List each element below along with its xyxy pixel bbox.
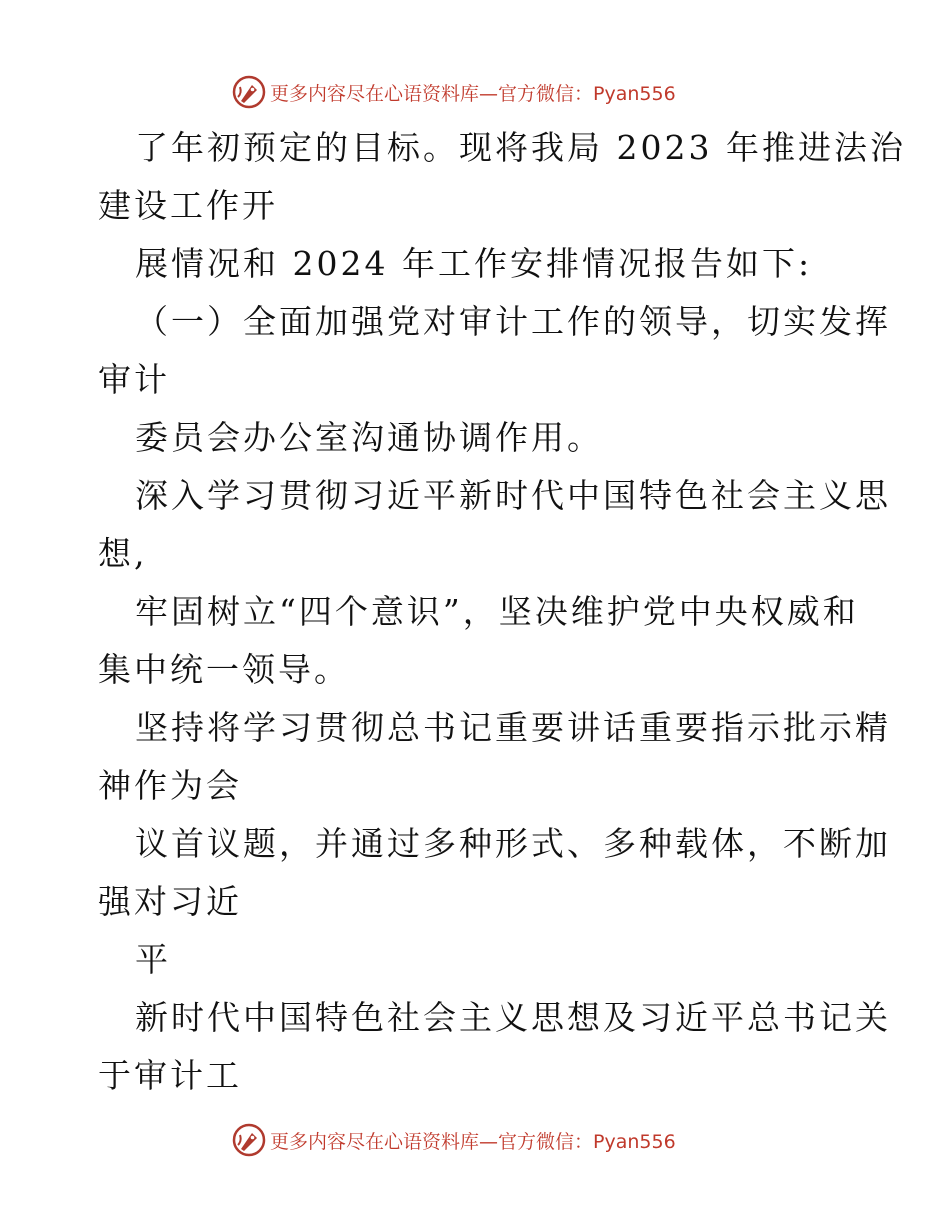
paragraph-line: 了年初预定的目标。现将我局 2023 年推进法治 [135,128,906,167]
paragraph-line: 建设工作开 [98,186,278,225]
paragraph-line: 审计 [98,360,170,399]
paragraph-line: 牢固树立“四个意识”，坚决维护党中央权威和 [135,592,859,631]
paragraph-line: 强对习近 [98,882,242,921]
paragraph-line: 想, [98,534,148,573]
pen-nib-logo-icon [232,75,266,109]
paragraph-line: 议首议题，并通过多种形式、多种载体，不断加 [135,824,891,863]
paragraph-line: 展情况和 2024 年工作安排情况报告如下: [135,244,813,283]
header-watermark [232,72,752,112]
paragraph-line: （一）全面加强党对审计工作的领导，切实发挥 [135,302,891,341]
pen-nib-logo-icon [232,1123,266,1157]
paragraph-line: 集中统一领导。 [98,650,350,689]
footer-watermark [232,1120,752,1160]
watermark-text: 更多内容尽在心语资料库—官方微信：Pyan556 [270,1130,676,1153]
paragraph-line: 委员会办公室沟通协调作用。 [135,418,603,457]
paragraph-line: 于审计工 [98,1056,242,1095]
paragraph-line: 深入学习贯彻习近平新时代中国特色社会主义思 [135,476,891,515]
paragraph-line: 坚持将学习贯彻总书记重要讲话重要指示批示精 [135,708,891,747]
watermark-text: 更多内容尽在心语资料库—官方微信：Pyan556 [270,82,676,105]
paragraph-line: 平 [135,940,171,979]
paragraph-line: 新时代中国特色社会主义思想及习近平总书记关 [135,998,891,1037]
paragraph-line: 神作为会 [98,766,242,805]
